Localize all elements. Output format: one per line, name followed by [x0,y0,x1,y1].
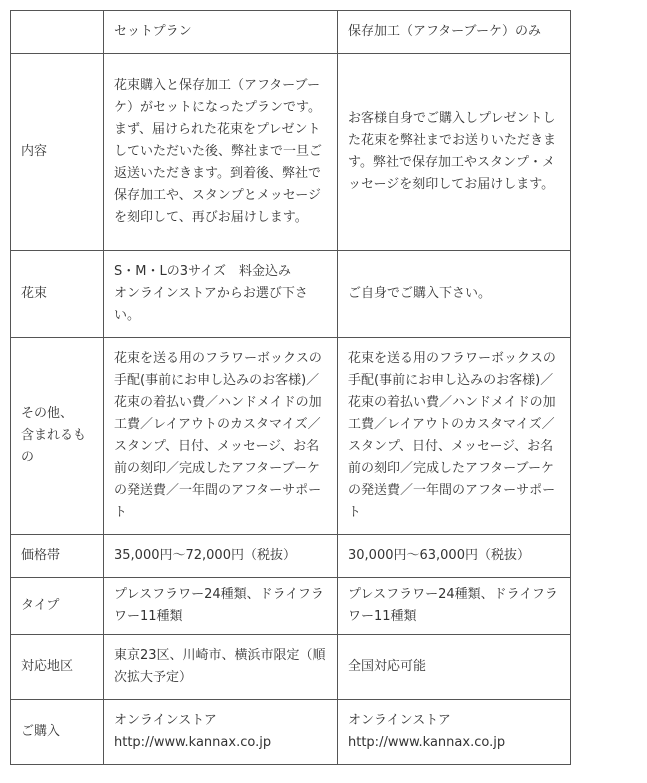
row-label-purchase: ご購入 [11,700,104,765]
cell-set-plan-type: プレスフラワー24種類、ドライフラワー11種類 [104,578,338,635]
cell-after-only-bouquet: ご自身でご購入下さい。 [338,251,571,338]
cell-after-only-purchase: オンラインストア http://www.kannax.co.jp [338,700,571,765]
table-header-row [11,11,571,54]
cell-set-plan-included: 花束を送る用のフラワーボックスの手配(事前にお申し込みのお客様)／花束の着払い費／ハンドメイドの加工費／レイアウトのカスタマイズ／スタンプ、日付、メッセージ、お名前の刻印／完成したアフターブーケの発送費／一年間のアフターサポート [104,338,338,535]
table-row [11,700,571,765]
table-row [11,251,571,338]
header-set-plan: セットプラン [104,11,338,54]
cell-after-only-area: 全国対応可能 [338,635,571,700]
cell-set-plan-area: 東京23区、川崎市、横浜市限定（順次拡大予定） [104,635,338,700]
cell-set-plan-price: 35,000円～72,000円（税抜） [104,535,338,578]
table-row [11,54,571,251]
row-label-included: その他、 含まれるもの [11,338,104,535]
cell-set-plan-content: 花束購入と保存加工（アフターブーケ）がセットになったプランです。まず、届けられた花束をプレゼントしていただいた後、弊社まで一旦ご返送いただきます。到着後、弊社で保存加工や、スタンプとメッセージを刻印して、再びお届けします。 [104,54,338,251]
cell-set-plan-bouquet: S・M・Lの3サイズ 料金込み オンラインストアからお選び下さい。 [104,251,338,338]
header-after-only: 保存加工（アフターブーケ）のみ [338,11,571,54]
header-cell-empty [11,11,104,54]
cell-after-only-price: 30,000円～63,000円（税抜） [338,535,571,578]
cell-after-only-type: プレスフラワー24種類、ドライフラワー11種類 [338,578,571,635]
table-row [11,535,571,578]
table-row [11,635,571,700]
cell-after-only-content: お客様自身でご購入しプレゼントした花束を弊社までお送りいただきます。弊社で保存加工やスタンプ・メッセージを刻印してお届けします。 [338,54,571,251]
row-label-content: 内容 [11,54,104,251]
row-label-price: 価格帯 [11,535,104,578]
table-row [11,338,571,535]
cell-set-plan-purchase: オンラインストア http://www.kannax.co.jp [104,700,338,765]
table-row [11,578,571,635]
row-label-area: 対応地区 [11,635,104,700]
comparison-table [10,10,571,765]
row-label-type: タイプ [11,578,104,635]
row-label-bouquet: 花束 [11,251,104,338]
cell-after-only-included: 花束を送る用のフラワーボックスの手配(事前にお申し込みのお客様)／花束の着払い費／ハンドメイドの加工費／レイアウトのカスタマイズ／スタンプ、日付、メッセージ、お名前の刻印／完成したアフターブーケの発送費／一年間のアフターサポート [338,338,571,535]
